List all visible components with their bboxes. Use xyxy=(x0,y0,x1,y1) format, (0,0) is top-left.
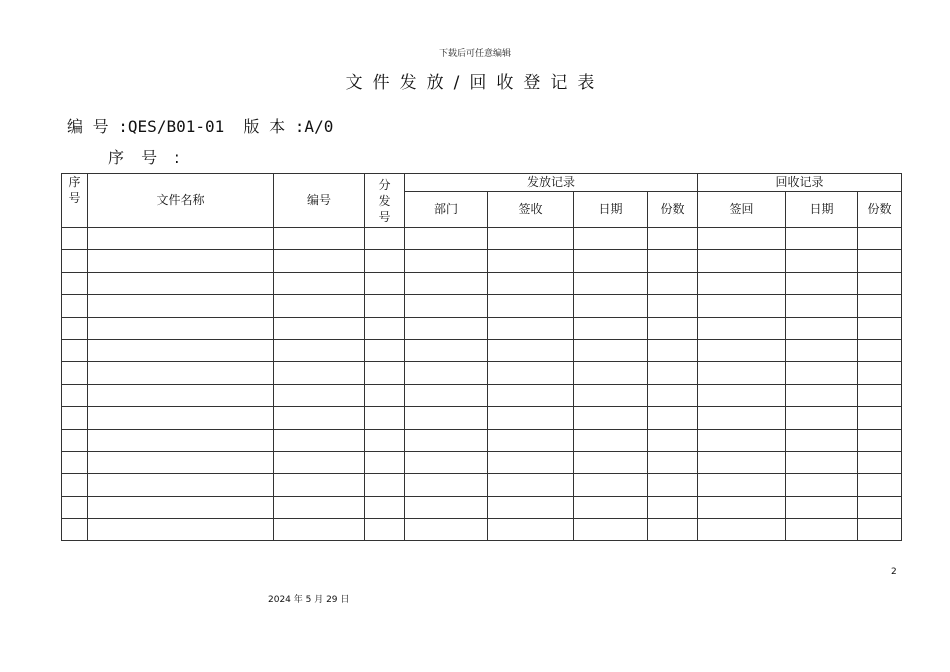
table-cell[interactable] xyxy=(786,250,858,272)
table-cell[interactable] xyxy=(88,362,274,384)
table-cell[interactable] xyxy=(62,228,88,250)
table-cell[interactable] xyxy=(858,474,902,496)
table-cell[interactable] xyxy=(786,228,858,250)
table-cell[interactable] xyxy=(405,474,488,496)
table-cell[interactable] xyxy=(648,474,698,496)
table-cell[interactable] xyxy=(274,384,365,406)
table-cell[interactable] xyxy=(648,429,698,451)
table-cell[interactable] xyxy=(405,295,488,317)
table-cell[interactable] xyxy=(574,429,648,451)
table-cell[interactable] xyxy=(786,272,858,294)
table-cell[interactable] xyxy=(365,519,405,541)
table-cell[interactable] xyxy=(488,317,574,339)
table-cell[interactable] xyxy=(365,317,405,339)
table-cell[interactable] xyxy=(62,272,88,294)
header-return-sign: 签回 xyxy=(698,192,786,228)
table-cell[interactable] xyxy=(274,519,365,541)
distribution-table xyxy=(61,173,902,541)
header-issue-group: 发放记录 xyxy=(405,174,698,192)
table-cell[interactable] xyxy=(858,407,902,429)
table-cell[interactable] xyxy=(274,474,365,496)
table-cell[interactable] xyxy=(488,451,574,473)
table-cell[interactable] xyxy=(698,519,786,541)
table-cell[interactable] xyxy=(62,451,88,473)
table-cell[interactable] xyxy=(858,317,902,339)
table-cell[interactable] xyxy=(858,496,902,518)
table-cell[interactable] xyxy=(574,451,648,473)
table-row xyxy=(62,407,902,429)
table-cell[interactable] xyxy=(858,362,902,384)
table-cell[interactable] xyxy=(274,317,365,339)
table-row xyxy=(62,317,902,339)
table-cell[interactable] xyxy=(405,339,488,361)
table-cell[interactable] xyxy=(574,519,648,541)
version-label: 版 本 xyxy=(243,117,286,136)
table-cell[interactable] xyxy=(274,295,365,317)
table-cell[interactable] xyxy=(574,362,648,384)
table-cell[interactable] xyxy=(88,429,274,451)
table-cell[interactable] xyxy=(648,272,698,294)
table-cell[interactable] xyxy=(274,228,365,250)
table-cell[interactable] xyxy=(405,272,488,294)
header-code: 编号 xyxy=(274,174,365,228)
table-cell[interactable] xyxy=(274,250,365,272)
code-value: :QES/B01-01 xyxy=(118,117,225,136)
table-cell[interactable] xyxy=(648,250,698,272)
table-cell[interactable] xyxy=(88,272,274,294)
header-return-copies: 份数 xyxy=(858,192,902,228)
table-cell[interactable] xyxy=(786,519,858,541)
table-cell[interactable] xyxy=(488,272,574,294)
table-row xyxy=(62,339,902,361)
table-cell[interactable] xyxy=(62,295,88,317)
table-cell[interactable] xyxy=(698,384,786,406)
table-cell[interactable] xyxy=(858,519,902,541)
table-cell[interactable] xyxy=(488,519,574,541)
table-cell[interactable] xyxy=(62,407,88,429)
table-cell[interactable] xyxy=(365,295,405,317)
header-issue-date: 日期 xyxy=(574,192,648,228)
table-cell[interactable] xyxy=(405,429,488,451)
seq-label: 序 号 : xyxy=(108,148,186,167)
table-cell[interactable] xyxy=(88,496,274,518)
table-cell[interactable] xyxy=(858,339,902,361)
table-cell[interactable] xyxy=(786,362,858,384)
table-cell[interactable] xyxy=(858,272,902,294)
table-cell[interactable] xyxy=(488,362,574,384)
table-cell[interactable] xyxy=(574,228,648,250)
table-cell[interactable] xyxy=(698,295,786,317)
table-cell[interactable] xyxy=(648,228,698,250)
table-cell[interactable] xyxy=(365,362,405,384)
table-cell[interactable] xyxy=(274,339,365,361)
table-cell[interactable] xyxy=(488,496,574,518)
table-cell[interactable] xyxy=(698,496,786,518)
table-cell[interactable] xyxy=(648,451,698,473)
table-cell[interactable] xyxy=(62,250,88,272)
header-return-date: 日期 xyxy=(786,192,858,228)
version-value: :A/0 xyxy=(294,117,334,136)
table-cell[interactable] xyxy=(698,429,786,451)
table-cell[interactable] xyxy=(88,451,274,473)
table-row xyxy=(62,228,902,250)
table-cell[interactable] xyxy=(786,496,858,518)
table-cell[interactable] xyxy=(648,317,698,339)
footer-date: 2024 年 5 月 29 日 xyxy=(268,595,350,605)
table-cell[interactable] xyxy=(488,228,574,250)
header-file-name: 文件名称 xyxy=(88,174,274,228)
table-cell[interactable] xyxy=(88,317,274,339)
table-cell[interactable] xyxy=(574,496,648,518)
table-cell[interactable] xyxy=(488,295,574,317)
table-cell[interactable] xyxy=(488,384,574,406)
table-cell[interactable] xyxy=(88,228,274,250)
table-cell[interactable] xyxy=(62,474,88,496)
table-cell[interactable] xyxy=(365,339,405,361)
table-cell[interactable] xyxy=(88,519,274,541)
table-cell[interactable] xyxy=(365,496,405,518)
table-cell[interactable] xyxy=(88,339,274,361)
table-cell[interactable] xyxy=(786,474,858,496)
header-issue-dept: 部门 xyxy=(405,192,488,228)
table-cell[interactable] xyxy=(698,272,786,294)
table-cell[interactable] xyxy=(88,250,274,272)
table-row xyxy=(62,250,902,272)
table-cell[interactable] xyxy=(858,429,902,451)
table-cell[interactable] xyxy=(62,496,88,518)
table-cell[interactable] xyxy=(574,295,648,317)
table-cell[interactable] xyxy=(858,250,902,272)
table-cell[interactable] xyxy=(488,250,574,272)
table-row xyxy=(62,362,902,384)
table-cell[interactable] xyxy=(574,250,648,272)
table-row xyxy=(62,295,902,317)
table-cell[interactable] xyxy=(698,451,786,473)
table-cell[interactable] xyxy=(405,228,488,250)
table-cell[interactable] xyxy=(274,362,365,384)
header-issue-sign: 签收 xyxy=(488,192,574,228)
table-cell[interactable] xyxy=(405,384,488,406)
table-cell[interactable] xyxy=(365,272,405,294)
table-cell[interactable] xyxy=(786,451,858,473)
table-cell[interactable] xyxy=(274,429,365,451)
table-cell[interactable] xyxy=(488,429,574,451)
table-row xyxy=(62,496,902,518)
table-cell[interactable] xyxy=(858,295,902,317)
table-cell[interactable] xyxy=(405,519,488,541)
table-cell[interactable] xyxy=(574,272,648,294)
table-cell[interactable] xyxy=(648,519,698,541)
table-cell[interactable] xyxy=(62,339,88,361)
table-cell[interactable] xyxy=(405,317,488,339)
table-cell[interactable] xyxy=(858,384,902,406)
table-cell[interactable] xyxy=(648,407,698,429)
table-row xyxy=(62,519,902,541)
table-row xyxy=(62,451,902,473)
table-cell[interactable] xyxy=(88,407,274,429)
page-number: 2 xyxy=(891,567,897,577)
table-cell[interactable] xyxy=(62,429,88,451)
table-cell[interactable] xyxy=(698,250,786,272)
table-cell[interactable] xyxy=(405,362,488,384)
table-cell[interactable] xyxy=(274,451,365,473)
table-cell[interactable] xyxy=(698,228,786,250)
table-cell[interactable] xyxy=(365,384,405,406)
table-cell[interactable] xyxy=(698,362,786,384)
table-cell[interactable] xyxy=(88,384,274,406)
table-cell[interactable] xyxy=(648,339,698,361)
table-cell[interactable] xyxy=(405,407,488,429)
table-cell[interactable] xyxy=(786,317,858,339)
table-cell[interactable] xyxy=(698,317,786,339)
table-cell[interactable] xyxy=(648,384,698,406)
table-cell[interactable] xyxy=(365,407,405,429)
table-row xyxy=(62,384,902,406)
header-seq: 序号 xyxy=(62,174,88,228)
meta-line xyxy=(67,114,333,137)
table-cell[interactable] xyxy=(698,474,786,496)
table-cell[interactable] xyxy=(405,496,488,518)
header-return-group: 回收记录 xyxy=(698,174,902,192)
table-cell[interactable] xyxy=(405,250,488,272)
table-cell[interactable] xyxy=(858,228,902,250)
page-title: 文件发放/回收登记表 xyxy=(345,73,605,93)
table-cell[interactable] xyxy=(574,407,648,429)
table-cell[interactable] xyxy=(88,474,274,496)
table-cell[interactable] xyxy=(365,429,405,451)
table-cell[interactable] xyxy=(62,317,88,339)
table-row xyxy=(62,429,902,451)
code-label: 编 号 xyxy=(67,117,109,136)
table-cell[interactable] xyxy=(88,295,274,317)
table-cell[interactable] xyxy=(488,474,574,496)
table-cell[interactable] xyxy=(574,317,648,339)
table-cell[interactable] xyxy=(648,496,698,518)
table-cell[interactable] xyxy=(786,429,858,451)
table-cell[interactable] xyxy=(274,496,365,518)
table-cell[interactable] xyxy=(365,250,405,272)
table-cell[interactable] xyxy=(786,295,858,317)
table-cell[interactable] xyxy=(62,384,88,406)
header-row-1 xyxy=(62,174,902,192)
table-cell[interactable] xyxy=(274,272,365,294)
table-cell[interactable] xyxy=(488,339,574,361)
table-cell[interactable] xyxy=(488,407,574,429)
table-cell[interactable] xyxy=(574,384,648,406)
table-cell[interactable] xyxy=(405,451,488,473)
table-cell[interactable] xyxy=(62,362,88,384)
header-issue-copies: 份数 xyxy=(648,192,698,228)
table-cell[interactable] xyxy=(365,228,405,250)
table-cell[interactable] xyxy=(648,362,698,384)
table-cell[interactable] xyxy=(574,474,648,496)
table-cell[interactable] xyxy=(858,451,902,473)
table-row xyxy=(62,272,902,294)
header-dist-no: 分发号 xyxy=(365,174,405,228)
table-cell[interactable] xyxy=(698,339,786,361)
table-cell[interactable] xyxy=(62,519,88,541)
table-cell[interactable] xyxy=(698,407,786,429)
table-cell[interactable] xyxy=(365,474,405,496)
table-cell[interactable] xyxy=(274,407,365,429)
table-cell[interactable] xyxy=(574,339,648,361)
table-cell[interactable] xyxy=(648,295,698,317)
download-note: 下载后可任意编辑 xyxy=(438,49,511,59)
table-cell[interactable] xyxy=(786,384,858,406)
table-row xyxy=(62,474,902,496)
table-cell[interactable] xyxy=(365,451,405,473)
table-cell[interactable] xyxy=(786,407,858,429)
table-cell[interactable] xyxy=(786,339,858,361)
